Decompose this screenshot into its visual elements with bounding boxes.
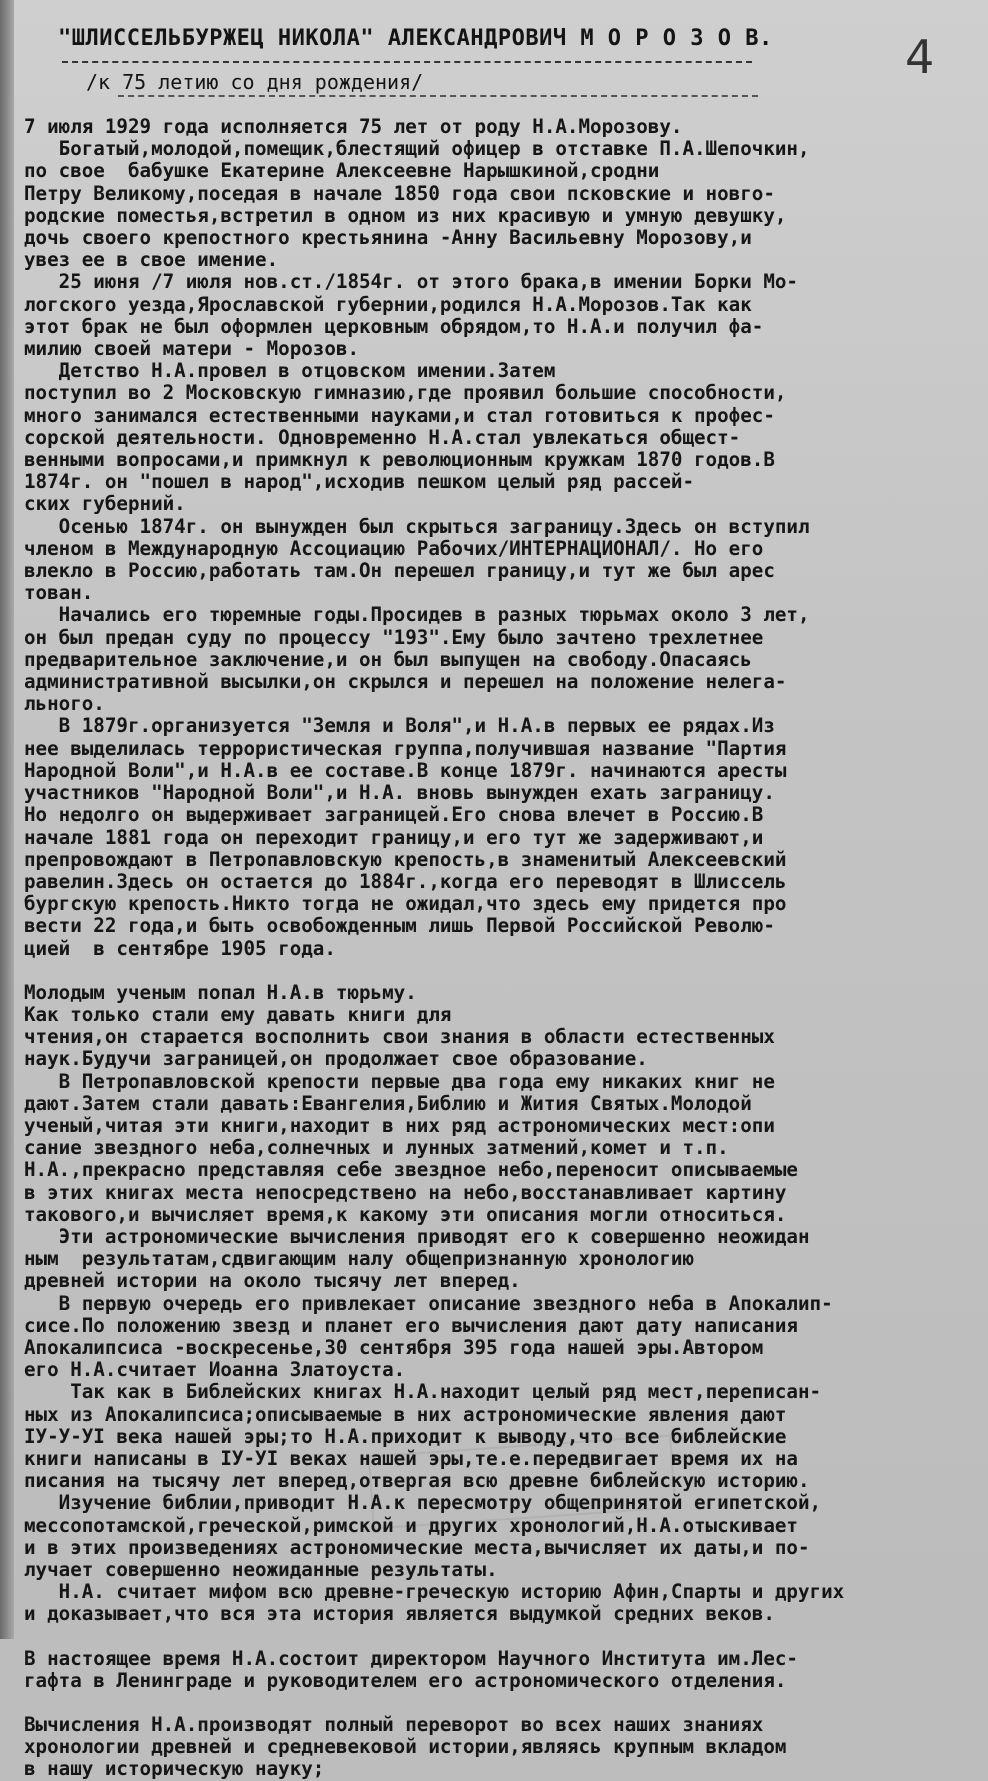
text-line: Н.А. считает мифом всю древне-греческую историю Афин,Спарты и других	[24, 1580, 845, 1604]
text-line: дают.Затем стали давать:Евангелия,Библию и Жития Святых.Молодой	[24, 1091, 752, 1115]
text-line: хронологии древней и средневековой истории,являясь крупным вкладом	[24, 1735, 787, 1759]
text-line: Петру Великому,поседая в начале 1850 года свои псковские и новго-	[24, 181, 775, 205]
text-line: много занимался естественными науками,и стал готовиться к профес-	[24, 403, 775, 427]
text-line: ских губерний.	[24, 492, 186, 516]
text-line: гафта в Ленинграде и руководителем его астрономического отделения.	[24, 1668, 787, 1692]
subtitle-underline	[118, 95, 758, 97]
text-line: В первую очередь его привлекает описание звездного неба в Апокалип-	[24, 1291, 833, 1315]
text-line: мессопотамской,греческой,римской и других хронологий,Н.А.отыскивает	[24, 1513, 798, 1537]
text-line: бургскую крепость.Никто тогда не ожидал,что здесь ему придется про	[24, 892, 787, 916]
text-line: препровождают в Петропавловскую крепость,в знаменитый Алексеевский	[24, 847, 787, 871]
text-line: в этих книгах места непосредствено на небо,восстанавливает картину	[24, 1180, 787, 1204]
text-line: вести 22 года,и быть освобожденным лишь Первой Российской Револю-	[24, 914, 775, 938]
text-line: ученый,читая эти книги,находит в них ряд астрономических мест:опи	[24, 1113, 775, 1137]
text-line: IУ-У-УI века нашей эры;то Н.А.приходит к выводу,что все библейские	[24, 1424, 787, 1448]
text-line: и доказывает,что вся эта история является выдумкой средних веков.	[24, 1602, 775, 1626]
document-subtitle: /к 75 летию со дня рождения/	[86, 70, 424, 94]
text-line: и в этих произведениях астрономические места,вычисляет их даты,и по-	[24, 1535, 810, 1559]
text-line: тован.	[24, 581, 94, 605]
text-line: такового,и вычисляет время,к какому эти описания могли относиться.	[24, 1202, 787, 1226]
text-line: этот брак не был оформлен церковным обрядом,то Н.А.и получил фа-	[24, 314, 764, 338]
document-title: "ШЛИССЕЛЬБУРЖЕЦ НИКОЛА" АЛЕКСАНДРОВИЧ М О Р О З О В.	[58, 26, 773, 51]
text-line: цией в сентябре 1905 года.	[24, 936, 336, 960]
text-line: милию своей матери - Морозов.	[24, 337, 360, 361]
text-line: в нашу историческую науку;	[24, 1757, 325, 1781]
text-line: льного.	[24, 692, 105, 716]
text-line: венными вопросами,и примкнул к революционным кружкам 1870 годов.В	[24, 448, 775, 472]
text-line: членом в Международную Ассоциацию Рабочих/ИНТЕРНАЦИОНАЛ/. Но его	[24, 536, 764, 560]
scan-edge-shadow	[0, 0, 14, 1639]
text-line: Н.А.,прекрасно представляя себе звездное небо,переносит описываемые	[24, 1158, 798, 1182]
text-line: наук.Будучи заграницей,он продолжает свое образование.	[24, 1047, 648, 1071]
text-line: его Н.А.считает Иоанна Златоуста.	[24, 1358, 406, 1382]
text-line: книги написаны в IУ-УI веках нашей эры,те.е.передвигает время их на	[24, 1446, 798, 1470]
text-line: чтения,он старается восполнить свои знания в области естественных	[24, 1025, 775, 1049]
page-number: 4	[905, 30, 935, 84]
text-line: Как только стали ему давать книги для	[24, 1002, 452, 1026]
text-line: древней истории на около тысячу лет вперед.	[24, 1269, 521, 1293]
text-line: логского уезда,Ярославской губернии,родился Н.А.Морозов.Так как	[24, 292, 752, 316]
text-line: сорской деятельности. Одновременно Н.А.стал увлекаться общест-	[24, 425, 741, 449]
text-line: писания на тысячу лет вперед,отвергая всю древне библейскую историю.	[24, 1469, 810, 1493]
text-line: он был предан суду по процессу "193".Ему было зачтено трехлетнее	[24, 625, 764, 649]
text-line: сисе.По положению звезд и планет его вычисления дают дату написания	[24, 1313, 798, 1337]
text-line: 7 июля 1929 года исполняется 75 лет от роду Н.А.Морозову.	[24, 115, 683, 138]
text-line: предварительное заключение,и он был выпущен на свободу.Опасаясь	[24, 647, 752, 671]
text-line: Молодым ученым попал Н.А.в тюрьму.	[24, 980, 417, 1004]
text-line: влекло в Россию,работать там.Он перешел границу,и тут же был арес	[24, 559, 775, 583]
text-line: Эти астрономические вычисления приводят его к совершенно неожидан	[24, 1224, 810, 1248]
text-line: Но недолго он выдерживает заграницей.Его снова влечет в Россию.В	[24, 803, 764, 827]
text-line: начале 1881 года он переходит границу,и его тут же задерживают,и	[24, 825, 764, 849]
text-line: Народной Воли",и Н.А.в ее составе.В конце 1879г. начинаются аресты	[24, 758, 787, 782]
text-line: участников "Народной Воли",и Н.А. вновь вынужден ехать заграницу.	[24, 781, 775, 805]
title-underline	[62, 61, 752, 63]
text-line: В настоящее время Н.А.состоит директором Научного Института им.Лес-	[24, 1646, 798, 1670]
text-line: Детство Н.А.провел в отцовском имении.Затем	[24, 359, 556, 383]
text-line: лучает совершенно неожиданные результаты.	[24, 1558, 498, 1581]
text-line: ных из Апокалипсиса;описываемые в них астрономические явления дают	[24, 1402, 787, 1426]
text-line: родские поместья,встретил в одном из них красивую и умную девушку,	[24, 203, 787, 227]
text-line: Изучение библии,приводит Н.А.к пересмотру общепринятой египетской,	[24, 1491, 822, 1515]
text-line: В 1879г.организуется "Земля и Воля",и Н.А.в первых ее рядах.Из	[24, 714, 775, 738]
text-line: поступил во 2 Московскую гимназию,где проявил большие способности,	[24, 381, 787, 405]
document-body	[24, 116, 964, 1781]
text-line: административной высылки,он скрылся и перешел на положение нелега-	[24, 670, 787, 694]
text-line: Начались его тюремные годы.Просидев в разных тюрьмах около 3 лет,	[24, 603, 810, 627]
text-line: равелин.Здесь он остается до 1884г.,когда его переводят в Шлиссель	[24, 869, 787, 893]
text-line: Вычисления Н.А.производят полный переворот во всех наших знаниях	[24, 1713, 764, 1737]
text-line: Так как в Библейских книгах Н.А.находит целый ряд мест,переписан-	[24, 1380, 822, 1404]
text-line: В Петропавловской крепости первые два года ему никаких книг не	[24, 1069, 775, 1093]
text-line: 1874г. он "пошел в народ",исходив пешком целый ряд рассей-	[24, 470, 695, 494]
text-line: по свое бабушке Екатерине Алексеевне Нарышкиной,сродни	[24, 159, 660, 183]
text-line: увез ее в свое имение.	[24, 248, 279, 272]
text-line: сание звездного неба,солнечных и лунных затмений,комет и т.п.	[24, 1136, 729, 1160]
text-line: Богатый,молодой,помещик,блестящий офицер в отставке П.А.Шепочкин,	[24, 137, 810, 161]
text-line: Осенью 1874г. он вынужден был скрыться заграницу.Здесь он вступил	[24, 514, 810, 538]
text-line: ным результатам,сдвигающим налу общепризнанную хронологию	[24, 1247, 695, 1271]
text-line: Апокалипсиса -воскресенье,30 сентября 395 года нашей эры.Автором	[24, 1335, 764, 1359]
text-line: дочь своего крепостного крестьянина -Анну Васильевну Морозову,и	[24, 226, 752, 250]
text-line: нее выделилась террористическая группа,получившая название "Партия	[24, 736, 787, 760]
text-line: 25 июня /7 июля нов.ст./1854г. от этого брака,в имении Борки Мо-	[24, 270, 798, 294]
